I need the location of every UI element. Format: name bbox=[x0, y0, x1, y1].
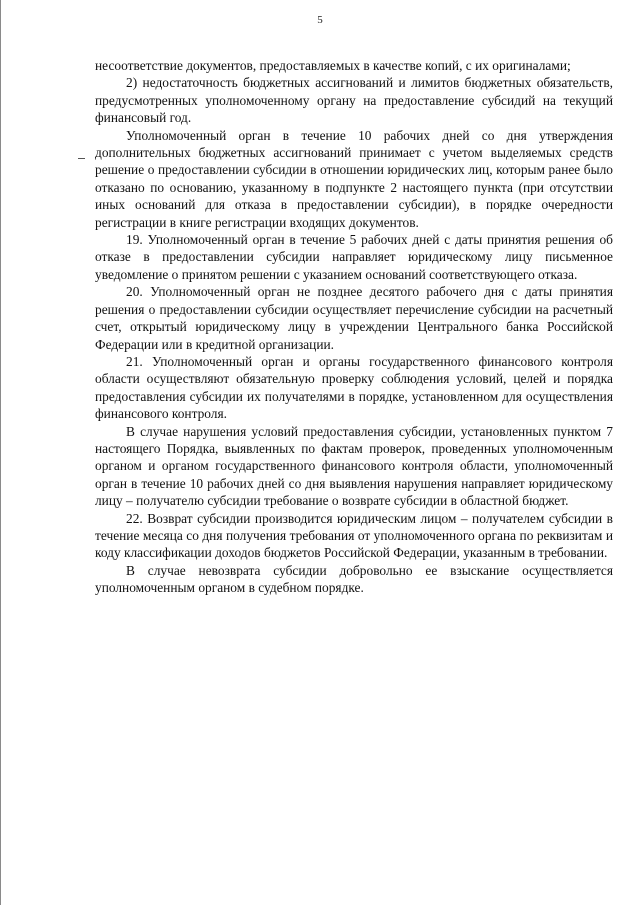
paragraph: 2) недостаточность бюджетных ассигнований и лимитов бюджетных обязательств, предусмотренных уполномоченному органу на предоставление субсидий на текущий финансовый год. bbox=[95, 75, 613, 126]
paragraph: 22. Возврат субсидии производится юридическим лицом – получателем субсидии в течение месяца со дня получения требования от уполномоченного органа по реквизитам и коду классификации доходов бюджетов Российской Федерации, указанным в требовании. bbox=[95, 510, 613, 561]
scan-edge-line bbox=[0, 0, 1, 905]
paragraph: 19. Уполномоченный орган в течение 5 рабочих дней с даты принятия решения об отказе в предоставлении субсидии направляет юридическому лицу письменное уведомление о принятом решении с указанием оснований соответствующего отказа. bbox=[95, 232, 613, 282]
document-body bbox=[95, 57, 613, 597]
paragraph: В случае невозврата субсидии добровольно ее взыскание осуществляется уполномоченным органом в судебном порядке. bbox=[95, 562, 613, 596]
margin-mark bbox=[78, 158, 85, 159]
paragraph: 21. Уполномоченный орган и органы государственного финансового контроля области осуществляют обязательную проверку соблюдения условий, целей и порядка предоставления субсидии их получателями в порядке, установленном для осуществления финансового контроля. bbox=[95, 353, 613, 422]
paragraph: Уполномоченный орган в течение 10 рабочих дней со дня утверждения дополнительных бюджетных ассигнований принимает с учетом выделяемых средств решение о предоставлении субсидии в отношении юридических лиц, которым ранее было отказано по основанию, указанному в подпункте 2 настоящего пункта (при отсутствии иных оснований для отказа в предоставлении субсидии), в порядке очередности регистрации в книге регистрации входящих документов. bbox=[95, 127, 613, 230]
paragraph: несоответствие документов, предоставляемых в качестве копий, с их оригиналами; bbox=[95, 58, 571, 73]
page-number: 5 bbox=[317, 14, 323, 26]
paragraph: 20. Уполномоченный орган не позднее десятого рабочего дня с даты принятия решения о предоставлении субсидии осуществляет перечисление субсидии на расчетный счет, открытый юридическому лицу в учреждении Центрального банка Российской Федерации или в кредитной организации. bbox=[95, 284, 613, 352]
paragraph: В случае нарушения условий предоставления субсидии, установленных пунктом 7 настоящего Порядка, выявленных по фактам проверок, проведенных уполномоченным органом и органом государственного финансового контроля области, уполномоченный орган в течение 10 рабочих дней со дня выявления нарушения направляет юридическому лицу – получателю субсидии требование о возврате субсидии в областной бюджет. bbox=[95, 423, 613, 509]
